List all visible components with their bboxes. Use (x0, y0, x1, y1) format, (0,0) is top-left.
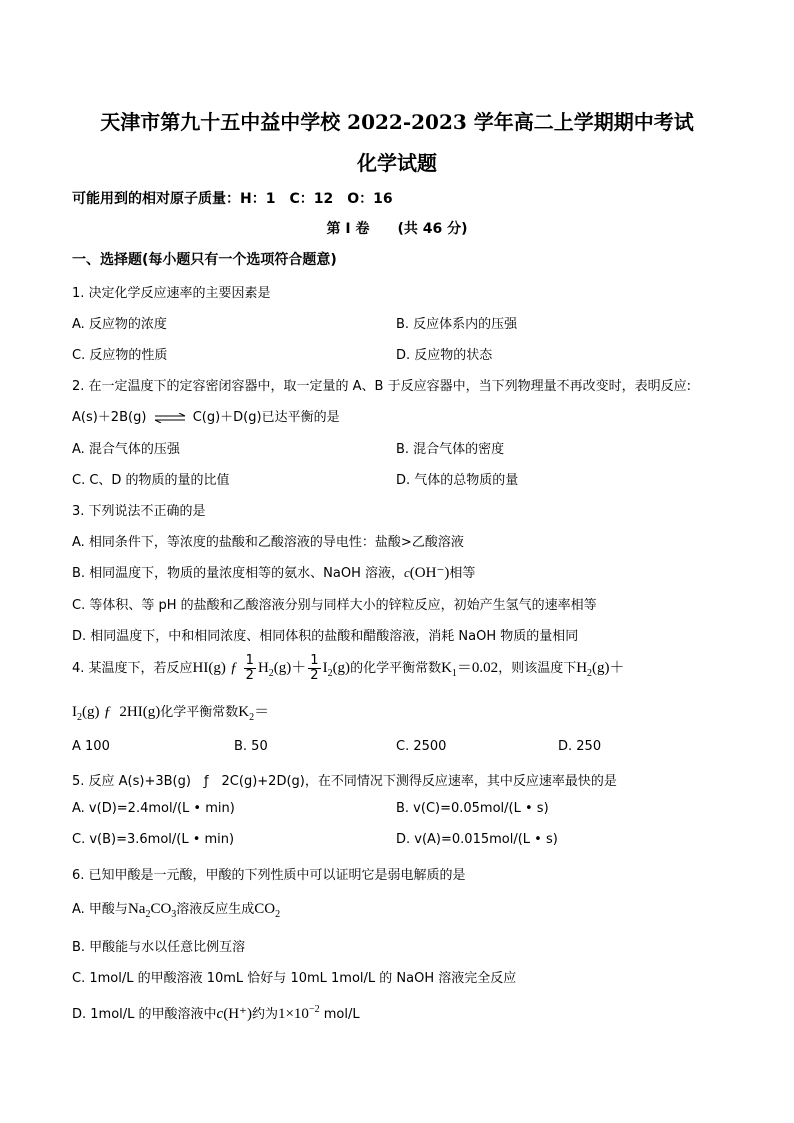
question-2-option-b: B. 混合气体的密度 (396, 442, 505, 457)
question-4-option-c: C. 2500 (396, 739, 447, 754)
question-5-stem: 5. 反应 A(s)+3B(g) ƒ 2C(g)+2D(g)，在不同情况下测得反应速率，其中反应速率最快的是 (72, 774, 617, 789)
question-5-option-b: B. v(C)=0.05mol/(L • s) (396, 801, 549, 816)
question-1-option-c: C. 反应物的性质 (72, 348, 168, 363)
question-4-option-a: A 100 (72, 739, 110, 754)
fraction-half-2: $\frac{1}{2}$ (310, 653, 319, 683)
question-3-option-c: C. 等体积、等 pH 的盐酸和乙酸溶液分别与同样大小的锌粒反应，初始产生氢气的速率相等 (72, 598, 597, 613)
question-3-stem: 3. 下列说法不正确的是 (72, 504, 206, 519)
equation-left: A(s)＋2B(g) (72, 410, 147, 425)
question-4-option-b: B. 50 (234, 739, 268, 754)
question-1-option-d: D. 反应物的状态 (396, 348, 493, 363)
question-2-stem: 2. 在一定温度下的定容密闭容器中，取一定量的 A、B 于反应容器中，当下列物理量不再改变时，表明反应: (72, 379, 691, 394)
equilibrium-arrow-icon (153, 413, 187, 423)
question-2-option-a: A. 混合气体的压强 (72, 442, 180, 457)
exam-subtitle: 化学试题 (357, 151, 437, 175)
question-1-option-a: A. 反应物的浓度 (72, 317, 167, 332)
question-2-option-d: D. 气体的总物质的量 (396, 473, 519, 488)
question-6-stem: 6. 已知甲酸是一元酸，甲酸的下列性质中可以证明它是弱电解质的是 (72, 868, 466, 883)
question-4-stem-line2: $I_2(g)$ ƒ 2HI(g)化学平衡常数$K_2=$ (72, 704, 270, 723)
question-1-option-b: B. 反应体系内的压强 (396, 317, 518, 332)
fraction-half: $\frac{1}{2}$ (245, 653, 254, 683)
question-1-stem: 1. 决定化学反应速率的主要因素是 (72, 286, 271, 301)
question-2-option-c: C. C、D 的物质的量的比值 (72, 473, 230, 488)
question-2-equation (72, 406, 340, 425)
section-heading: 一、选择题(每小题只有一个选项符合题意) (72, 252, 337, 268)
question-3-option-a: A. 相同条件下，等浓度的盐酸和乙酸溶液的导电性：盐酸>乙酸溶液 (72, 535, 464, 550)
question-3-option-d: D. 相同温度下，中和相同浓度、相同体积的盐酸和醋酸溶液，消耗 NaOH 物质的量相同 (72, 629, 579, 644)
question-6-option-a: A. 甲酸与$Na_2CO_3$溶液反应生成$CO_2$ (72, 901, 281, 920)
atomic-mass-line: 可能用到的相对原子质量：H：1 C：12 O：16 (72, 191, 393, 207)
question-5-option-a: A. v(D)=2.4mol/(L • min) (72, 801, 235, 816)
equation-right: C(g)＋D(g)已达平衡的是 (192, 410, 340, 425)
question-4-option-d: D. 250 (558, 739, 602, 754)
volume-heading: 第 I 卷 (共 46 分) (326, 221, 468, 237)
question-3-option-b: B. 相同温度下，物质的量浓度相等的氨水、NaOH 溶液，c(OH⁻)相等 (72, 565, 476, 581)
question-5-option-c: C. v(B)=3.6mol/(L • min) (72, 832, 235, 847)
question-6-option-d: D. 1mol/L 的甲酸溶液中c(H⁺)约为$1\times 10^{-2}$ mol/L (72, 1004, 360, 1022)
question-4-stem: 4. 某温度下，若反应HI(g) ƒ $\frac{1}{2}$ $H_2(g)+$ $\frac{1}{2}$ $I_2(g)$的化学平衡常数$K_1=0.02$，则该温度下$H_2(g)+$ (72, 653, 625, 683)
question-5-option-d: D. v(A)=0.015mol/(L • s) (396, 832, 558, 847)
question-6-option-b: B. 甲酸能与水以任意比例互溶 (72, 940, 246, 955)
question-6-option-c: C. 1mol/L 的甲酸溶液 10mL 恰好与 10mL 1mol/L 的 NaOH 溶液完全反应 (72, 971, 517, 986)
exam-title: 天津市第九十五中益中学校 2022-2023 学年高二上学期期中考试 (100, 110, 694, 134)
